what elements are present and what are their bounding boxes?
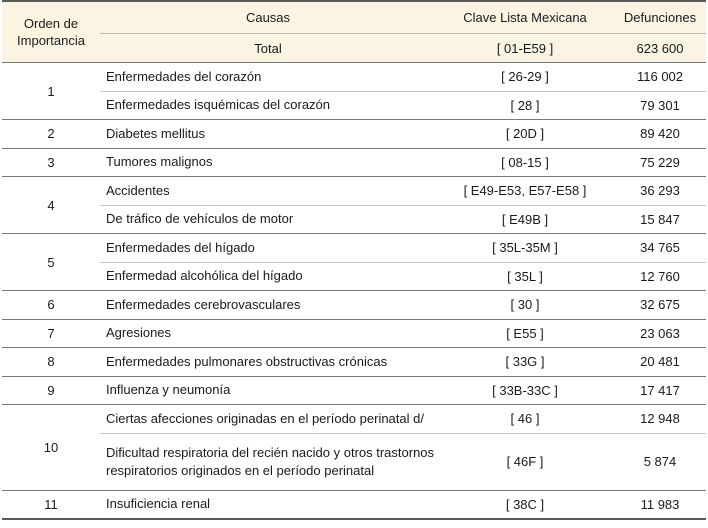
deaths-cell: 36 293 (614, 177, 706, 206)
table-row (2, 433, 706, 490)
rank-cell: 9 (2, 376, 100, 405)
rank-cell: 10 (2, 405, 100, 491)
cause-cell: Enfermedades isquémicas del corazón (100, 91, 436, 120)
code-cell: [ 30 ] (436, 291, 614, 320)
cause-cell: Enfermedades cerebrovasculares (100, 291, 436, 320)
rank-cell: 7 (2, 319, 100, 348)
total-code: [ 01-E59 ] (436, 34, 614, 63)
cause-cell: Accidentes (100, 177, 436, 206)
total-row (2, 34, 706, 63)
table-row (2, 177, 706, 206)
table-row (2, 348, 706, 377)
deaths-cell: 89 420 (614, 120, 706, 149)
code-cell: [ E49B ] (436, 205, 614, 234)
code-cell: [ 33G ] (436, 348, 614, 377)
cause-cell: Enfermedades del corazón (100, 63, 436, 92)
table-row (2, 376, 706, 405)
cause-cell: Agresiones (100, 319, 436, 348)
cause-cell: Enfermedades del hígado (100, 234, 436, 263)
table-row (2, 291, 706, 320)
table-row (2, 91, 706, 120)
deaths-cell: 11 983 (614, 490, 706, 518)
total-label: Total (100, 34, 436, 63)
header-row (2, 2, 706, 34)
rank-cell: 1 (2, 63, 100, 120)
header-deaths: Defunciones (614, 2, 706, 34)
code-cell: [ E55 ] (436, 319, 614, 348)
code-cell: [ E49-E53, E57-E58 ] (436, 177, 614, 206)
cause-cell: Diabetes mellitus (100, 120, 436, 149)
cause-cell: Dificultad respiratoria del recién nacido y otros trastornos respiratorios originados en el período perinatal (100, 433, 436, 490)
deaths-cell: 17 417 (614, 376, 706, 405)
deaths-cell: 5 874 (614, 433, 706, 490)
header-code: Clave Lista Mexicana (436, 2, 614, 34)
header-order: Orden de Importancia (2, 2, 100, 63)
deaths-cell: 23 063 (614, 319, 706, 348)
table-row (2, 490, 706, 518)
cause-cell: Tumores malignos (100, 148, 436, 177)
cause-cell: Enfermedades pulmonares obstructivas crónicas (100, 348, 436, 377)
code-cell: [ 08-15 ] (436, 148, 614, 177)
table-row (2, 405, 706, 434)
cause-cell: Ciertas afecciones originadas en el período perinatal d/ (100, 405, 436, 434)
rank-cell: 5 (2, 234, 100, 291)
table-row (2, 262, 706, 291)
code-cell: [ 26-29 ] (436, 63, 614, 92)
rank-cell: 4 (2, 177, 100, 234)
table-row (2, 319, 706, 348)
deaths-cell: 34 765 (614, 234, 706, 263)
deaths-cell: 20 481 (614, 348, 706, 377)
deaths-cell: 75 229 (614, 148, 706, 177)
code-cell: [ 33B-33C ] (436, 376, 614, 405)
mortality-table-container (2, 0, 706, 520)
code-cell: [ 46 ] (436, 405, 614, 434)
rank-cell: 11 (2, 490, 100, 518)
deaths-cell: 12 760 (614, 262, 706, 291)
code-cell: [ 35L ] (436, 262, 614, 291)
mortality-causes-table (2, 2, 706, 518)
rank-cell: 8 (2, 348, 100, 377)
code-cell: [ 35L-35M ] (436, 234, 614, 263)
code-cell: [ 38C ] (436, 490, 614, 518)
deaths-cell: 15 847 (614, 205, 706, 234)
deaths-cell: 32 675 (614, 291, 706, 320)
table-row (2, 63, 706, 92)
total-deaths: 623 600 (614, 34, 706, 63)
table-row (2, 234, 706, 263)
deaths-cell: 79 301 (614, 91, 706, 120)
rank-cell: 2 (2, 120, 100, 149)
table-row (2, 120, 706, 149)
code-cell: [ 20D ] (436, 120, 614, 149)
rank-cell: 3 (2, 148, 100, 177)
table-row (2, 205, 706, 234)
cause-cell: Insuficiencia renal (100, 490, 436, 518)
cause-cell: Influenza y neumonía (100, 376, 436, 405)
cause-cell: Enfermedad alcohólica del hígado (100, 262, 436, 291)
header-causes: Causas (100, 2, 436, 34)
code-cell: [ 28 ] (436, 91, 614, 120)
deaths-cell: 12 948 (614, 405, 706, 434)
cause-cell: De tráfico de vehículos de motor (100, 205, 436, 234)
rank-cell: 6 (2, 291, 100, 320)
deaths-cell: 116 002 (614, 63, 706, 92)
table-row (2, 148, 706, 177)
code-cell: [ 46F ] (436, 433, 614, 490)
